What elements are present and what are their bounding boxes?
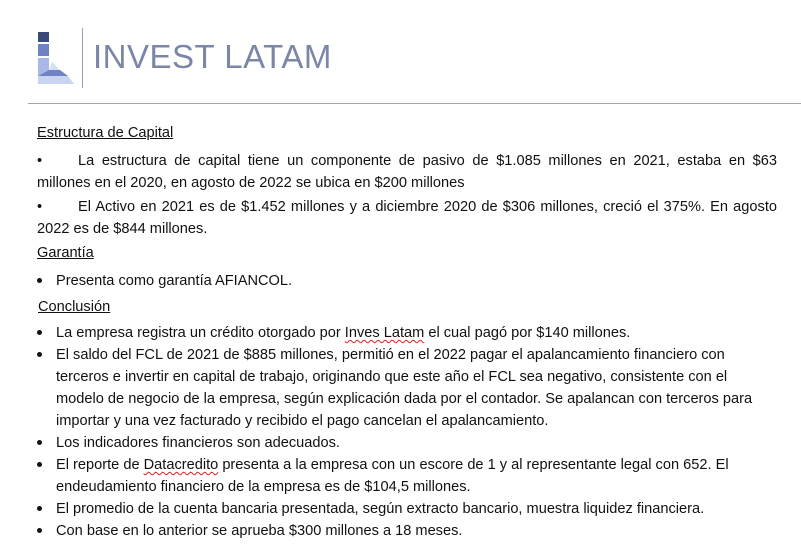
spellcheck-flagged-word[interactable]: Inves Latam [344, 325, 425, 341]
bullet-marker: • [37, 153, 43, 169]
bullet-marker: • [37, 199, 43, 215]
header-rule [28, 103, 801, 104]
spellcheck-flagged-word[interactable]: Datacredito [143, 457, 219, 473]
capital-paragraph-2-text: El Activo en 2021 es de $1.452 millones y a diciembre 2020 de $306 millones, creció el 375%. En agosto 2022 es de $844 millones. [37, 199, 777, 237]
capital-paragraph-2 [37, 196, 777, 240]
list-item-text: El reporte de [56, 457, 144, 473]
brand-title: INVEST LATAM [93, 38, 332, 75]
brand-divider [82, 28, 83, 88]
document-header [0, 0, 801, 104]
list-item: El promedio de la cuenta bancaria presentada, según extracto bancario, muestra liquidez financiera. [37, 498, 777, 520]
document-body [37, 120, 777, 542]
guarantee-list [37, 270, 777, 292]
list-item-text: La empresa registra un crédito otorgado por [56, 325, 345, 341]
list-item-text: presenta a la empresa con un escore de 1 y al representante legal con 652. El endeudamiento financiero de la empresa es de $104,5 millones. [56, 457, 729, 495]
conclusion-list [37, 322, 777, 542]
list-item: Con base en lo anterior se aprueba $300 millones a 18 meses. [37, 520, 777, 542]
capital-structure-heading: Estructura de Capital [37, 125, 174, 141]
list-item: Los indicadores financieros son adecuados. [37, 432, 777, 454]
capital-paragraph-1 [37, 150, 777, 194]
list-item: Presenta como garantía AFIANCOL. [37, 270, 777, 292]
list-item [37, 322, 777, 344]
conclusion-heading: Conclusión [38, 299, 111, 315]
invest-latam-logo-icon [38, 32, 78, 84]
list-item-text: el cual pagó por $140 millones. [424, 325, 631, 341]
list-item [37, 454, 777, 498]
guarantee-heading: Garantía [37, 245, 94, 261]
capital-paragraph-1-text: La estructura de capital tiene un componente de pasivo de $1.085 millones en 2021, estaba en $63 millones en el 2020, en agosto de 2022 se ubica en $200 millones [37, 153, 777, 191]
list-item: El saldo del FCL de 2021 de $885 millones, permitió en el 2022 pagar el apalancamiento financiero con terceros e invertir en capital de trabajo, originando que este año el FCL sea negativo, consistente con el modelo de negocio de la empresa, según explicación dada por el contador. Se apalancan con terceros para importar y una vez facturado y recibido el pago cancelan el apalancamiento. [37, 344, 777, 432]
